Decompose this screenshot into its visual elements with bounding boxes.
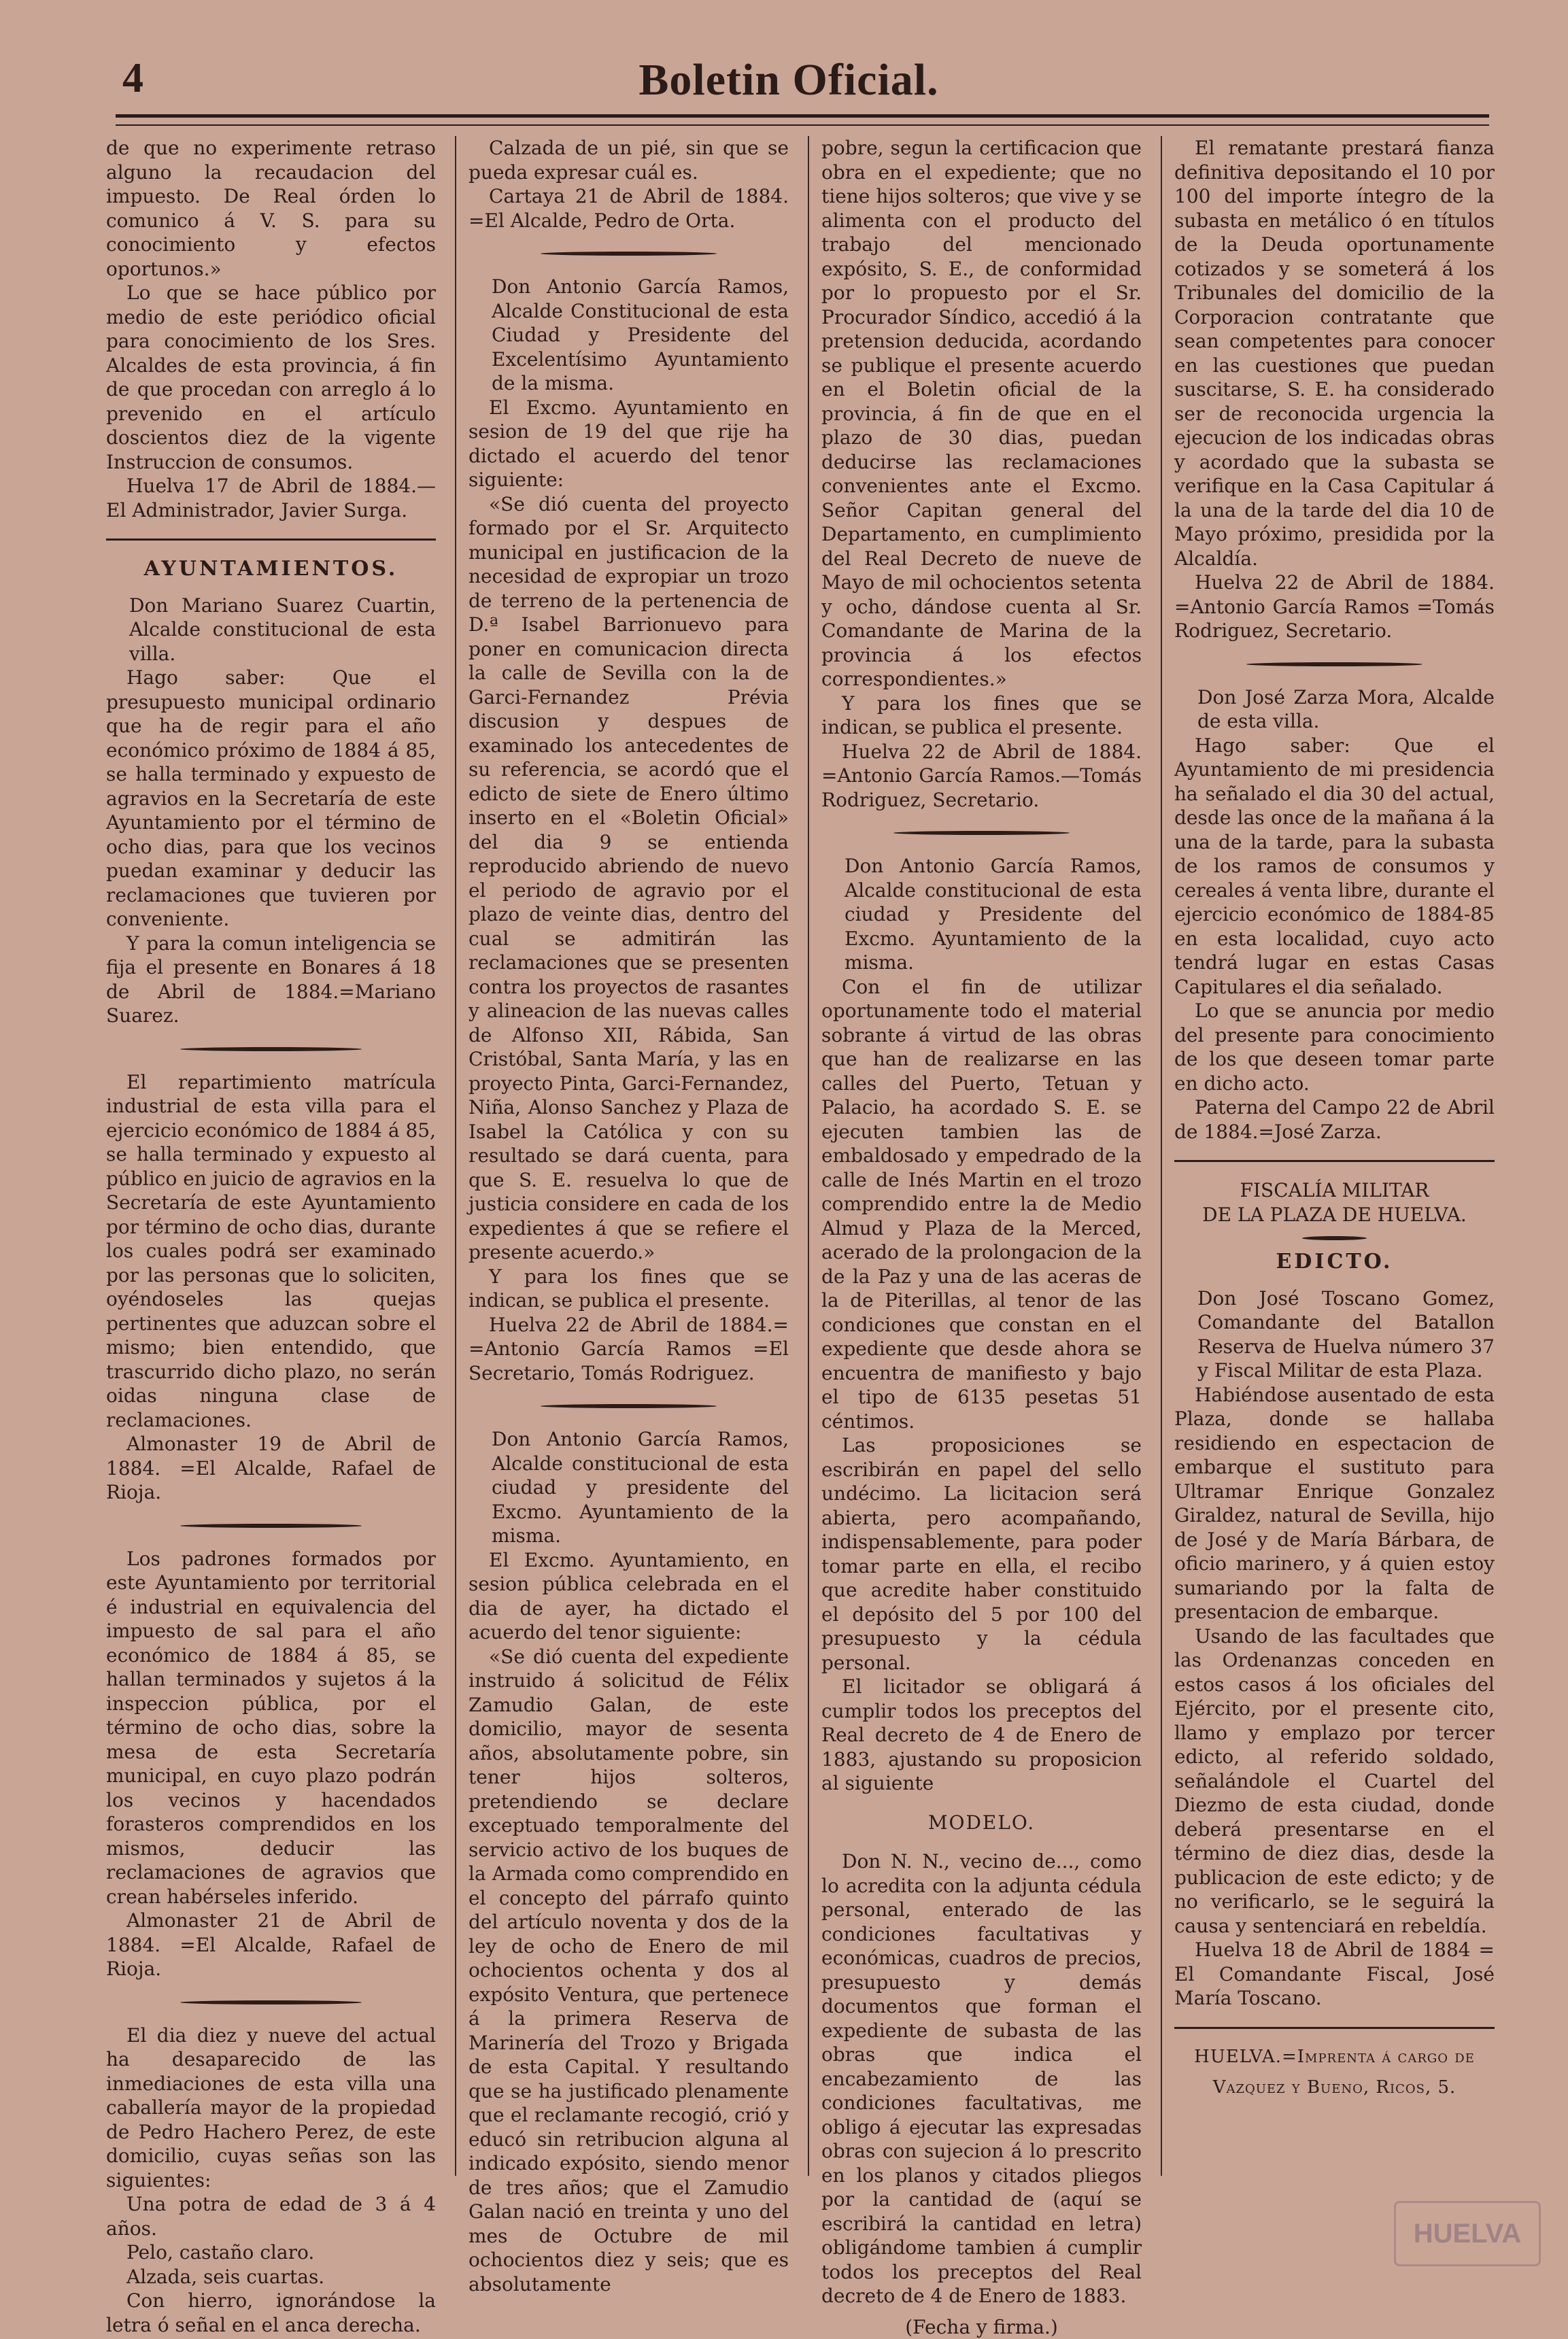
paragraph-heading: Don Mariano Suarez Cuartin, Alcalde constitucional de esta villa. — [106, 594, 436, 666]
paragraph: Habiéndose ausentado de esta Plaza, donde se hallaba residiendo en espectacion de embarque el sustituto para Ultramar Enrique Gonzalez Giraldez, natural de Sevilla, hijo de José y de María Bárbara, de oficio marinero, y á quien estoy sumariando por la falta de presentacion de embarque. — [1174, 1383, 1495, 1624]
section-title: AYUNTAMIENTOS. — [106, 557, 436, 581]
column-3 — [808, 136, 1146, 2176]
column-2 — [455, 136, 793, 2176]
signature: Paterna del Campo 22 de Abril de 1884.=José Zarza. — [1174, 1095, 1495, 1144]
paragraph: Los padrones formados por este Ayuntamiento por territorial é industrial en equivalencia del impuesto de sal para el año económico de 1884 á 85, se hallan terminados y sujetos á la inspeccion pública, por el término de ocho dias, sobre la mesa de esta Secretaría municipal, en cuyo plazo podrán los vecinos y hacendados forasteros comprendidos en los mismos, deducir las reclamaciones de agravios que crean habérseles inferido. — [106, 1547, 436, 1909]
paragraph: Y para los fines que se indican, se publica el presente. — [821, 692, 1142, 740]
printer-line-2: Vazquez y Bueno, Ricos, 5. — [1174, 2076, 1495, 2100]
page-number: 4 — [122, 54, 143, 103]
paragraph: «Se dió cuenta del proyecto formado por el Sr. Arquitecto municipal en justificacion de la necesidad de expropiar un trozo de terreno de la pertenencia de D.ª Isabel Barrionuevo para poner en comunicacion directa la calle de Sevilla con la de Garci-Fernandez Prévia discusion y despues de examinado los antecedentes de su referencia, se acordó que el edicto de siete de Enero último inserto en el «Boletin Oficial» del dia 9 se entienda reproducido abriendo de nuevo el periodo de agravio por el plazo de veinte dias, dentro del cual se admitirán las reclamaciones que se presenten contra los proyectos de rasantes y alineacion de las nuevas calles de Alfonso XII, Rábida, San Cristóbal, Santa María, y las en proyecto Pinta, Garci-Fernandez, Niña, Alonso Sanchez y Plaza de Isabel la Católica y con su resultado se dará cuenta, para que S. E. resuelva lo que de justicia considere en cada de los expedientes á que se refiere el presente acuerdo.» — [468, 492, 789, 1265]
divider — [1246, 662, 1422, 666]
paragraph: Pelo, castaño claro. — [106, 2240, 436, 2265]
signature: Huelva 17 de Abril de 1884.— El Administrador, Javier Surga. — [106, 474, 436, 522]
page-header — [102, 48, 1476, 116]
paragraph: Con el fin de utilizar oportunamente todo el material sobrante á virtud de las obras que han de realizarse en las calles del Puerto, Tetuan y Palacio, ha acordado S. E. se ejecuten tambien las de embaldosado y empedrado de la calle de Inés Martin en el trozo comprendido entre la de Medio Almud y Plaza de la Merced, acerado de la prolongacion de la de la Paz y una de las aceras de la de Piterillas, al tenor de las condiciones que constan en el expediente que desde ahora se encuentra de manifiesto y bajo el tipo de 6135 pesetas 51 céntimos. — [821, 975, 1142, 1434]
paragraph: Alzada, seis cuartas. — [106, 2265, 436, 2289]
paragraph-heading: Don José Toscano Gomez, Comandante del Batallon Reserva de Huelva número 37 y Fiscal Militar de esta Plaza. — [1174, 1286, 1495, 1383]
divider — [180, 2000, 362, 2004]
paragraph-heading: Don Antonio García Ramos, Alcalde Constitucional de esta Ciudad y Presidente del Excelentísimo Ayuntamiento de la misma. — [468, 275, 789, 396]
paragraph: Lo que se anuncia por medio del presente para conocimiento de los que deseen tomar parte en dicho acto. — [1174, 999, 1495, 1095]
fiscalia-heading: FISCALÍA MILITAR — [1174, 1178, 1495, 1203]
paragraph: Hago saber: Que el Ayuntamiento de mi presidencia ha señalado el dia 30 del actual, desde las once de la mañana á la una de la tarde, para la subasta de los ramos de consumos y cereales á venta libre, durante el ejercicio económico de 1884-85 en esta localidad, cuyo acto tendrá lugar en estas Casas Capitulares el dia señalado. — [1174, 734, 1495, 1000]
paragraph: Con hierro, ignorándose la letra ó señal en el anca derecha. — [106, 2289, 436, 2337]
divider — [106, 539, 436, 541]
model-heading: MODELO. — [821, 1811, 1142, 1835]
divider — [180, 1047, 362, 1051]
paragraph: El Excmo. Ayuntamiento en sesion de 19 del que rije ha dictado el acuerdo del tenor siguiente: — [468, 396, 789, 492]
paragraph-heading: Don Antonio García Ramos, Alcalde constitucional de esta ciudad y presidente del Excmo. Ayuntamiento de la misma. — [468, 1427, 789, 1548]
paragraph: Usando de las facultades que las Ordenanzas conceden en estos casos á los oficiales del Ejército, por el presente cito, llamo y emplazo por tercer edicto, al referido soldado, señalándole el Cuartel del Diezmo de esta ciudad, donde deberá presentarse en el término de diez dias, desde la publicacion de este edicto; y de no verificarlo, se le seguirá la causa y sentenciará en rebeldía. — [1174, 1624, 1495, 1939]
signature: Almonaster 19 de Abril de 1884. =El Alcalde, Rafael de Rioja. — [106, 1432, 436, 1505]
fiscalia-subheading: DE LA PLAZA DE HUELVA. — [1174, 1203, 1495, 1227]
paragraph: Hago saber: Que el presupuesto municipal ordinario que ha de regir para el año económico próximo de 1884 á 85, se halla terminado y expuesto de agravios en la Secretaría de este Ayuntamiento por el término de ocho dias, para que los vecinos puedan examinar y deducir las reclamaciones que tuvieren por conveniente. — [106, 666, 436, 932]
divider — [1302, 1236, 1366, 1240]
signature: Huelva 22 de Abril de 1884. =Antonio García Ramos =Tomás Rodriguez, Secretario. — [1174, 570, 1495, 643]
divider — [541, 1404, 717, 1408]
signature: Huelva 22 de Abril de 1884.= =Antonio García Ramos =El Secretario, Tomás Rodriguez. — [468, 1313, 789, 1386]
date-signature-note: (Fecha y firma.) — [821, 2315, 1142, 2339]
paragraph: de que no experimente retraso alguno la recaudacion del impuesto. De Real órden lo comunico á V. S. para su conocimiento y efectos oportunos.» — [106, 136, 436, 281]
signature: Huelva 22 de Abril de 1884. =Antonio García Ramos.—Tomás Rodriguez, Secretario. — [821, 740, 1142, 813]
journal-title: Boletin Oficial. — [102, 54, 1476, 106]
signature: Huelva 18 de Abril de 1884 = El Comandante Fiscal, José María Toscano. — [1174, 1938, 1495, 2011]
divider — [1174, 1160, 1495, 1162]
paragraph: El Excmo. Ayuntamiento, en sesion pública celebrada en el dia de ayer, ha dictado el acuerdo del tenor siguiente: — [468, 1548, 789, 1645]
paragraph: pobre, segun la certificacion que obra en el expediente; que no tiene hijos solteros; que vive y se alimenta con el producto del trabajo del mencionado expósito, S. E., de conformidad por lo propuesto por el Sr. Procurador Síndico, accedió á la pretension deducida, acordando se publique el presente acuerdo en el Boletin oficial de la provincia, á fin de que en el plazo de 30 dias, puedan deducirse las reclamaciones convenientes ante el Excmo. Señor Capitan general del Departamento, en cumplimiento del Real Decreto de nueve de Mayo de mil ochocientos setenta y ocho, dándose cuenta al Sr. Comandante de Marina de la provincia á los efectos correspondientes.» — [821, 136, 1142, 692]
edicto-title: EDICTO. — [1174, 1250, 1495, 1274]
paragraph: El repartimiento matrícula industrial de esta villa para el ejercicio económico de 1884 á 85, se halla terminado y expuesto al público en juicio de agravios en la Secretaría de este Ayuntamiento por término de ocho dias, durante los cuales podrá ser examinado por las personas que lo soliciten, oyéndoseles las quejas pertinentes que aduzcan sobre el mismo; bien entendido, que trascurrido dicho plazo, no serán oidas ninguna clase de reclamaciones. — [106, 1070, 436, 1433]
header-rule — [116, 114, 1489, 126]
signature: Almonaster 21 de Abril de 1884. =El Alcalde, Rafael de Rioja. — [106, 1909, 436, 1981]
paragraph: Y para los fines que se indican, se publica el presente. — [468, 1265, 789, 1313]
paragraph: El licitador se obligará á cumplir todos los preceptos del Real decreto de 4 de Enero de 1883, ajustando su proposicion al siguiente — [821, 1675, 1142, 1796]
paragraph: Las proposiciones se escribirán en papel del sello undécimo. La licitacion será abierta, pero acompañando, indispensablemente, para poder tomar parte en ella, el recibo que acredite haber constituido el depósito del 5 por 100 del presupuesto y la cédula personal. — [821, 1433, 1142, 1675]
paragraph: «Se dió cuenta del expediente instruido á solicitud de Félix Zamudio Galan, de este domicilio, mayor de sesenta años, absolutamente pobre, sin tener hijos solteros, pretendiendo se declare exceptuado temporalmente del servicio activo de los buques de la Armada como comprendido en el concepto del párrafo quinto del artículo noventa y dos de la ley de ocho de Enero de mil ochocientos ochenta y dos al expósito Ventura, que pertenece á la primera Reserva de Marinería del Trozo y Brigada de esta Capital. Y resultando que se ha justificado plenamente que el reclamante recogió, crió y educó sin retribucion alguna al indicado expósito, siendo menor de tres años; que el Zamudio Galan nació en treinta y uno del mes de Octubre de mil ochocientos diez y seis; que es absolutamente — [468, 1645, 789, 2297]
archive-watermark: HUELVA — [1394, 2201, 1541, 2266]
printer-line-1: HUELVA.=Imprenta á cargo de — [1174, 2045, 1495, 2070]
signature: Cartaya 21 de Abril de 1884. =El Alcalde, Pedro de Orta. — [468, 184, 789, 233]
paragraph: Calzada de un pié, sin que se pueda expresar cuál es. — [468, 136, 789, 184]
divider — [893, 831, 1070, 835]
paragraph: El dia diez y nueve del actual ha desaparecido de las inmediaciones de esta villa una caballería mayor de la propiedad de Pedro Hachero Perez, de este domicilio, cuyas señas son las siguientes: — [106, 2024, 436, 2193]
column-4 — [1161, 136, 1499, 2176]
paragraph: Don N. N., vecino de..., como lo acredita con la adjunta cédula personal, enterado de las condiciones facultativas y económicas, cuadros de precios, presupuesto y demás documentos que forman el expediente de subasta de las obras que indica el encabezamiento de las condiciones facultativas, me obligo á ejecutar las expresadas obras con sujecion á lo prescrito en los planos y citados pliegos por la cantidad de (aquí se escribirá la cantidad en letra) obligándome tambien á cumplir todos los preceptos del Real decreto de 4 de Enero de 1883. — [821, 1849, 1142, 2308]
paragraph: Una potra de edad de 3 á 4 años. — [106, 2192, 436, 2240]
paragraph-heading: Don José Zarza Mora, Alcalde de esta villa. — [1174, 685, 1495, 734]
divider — [180, 1524, 362, 1528]
paragraph-heading: Don Antonio García Ramos, Alcalde constitucional de esta ciudad y Presidente del Excmo. Ayuntamiento de la misma. — [821, 854, 1142, 975]
divider — [541, 252, 717, 256]
paragraph: El rematante prestará fianza definitiva depositando el 10 por 100 del importe íntegro de la subasta en metálico ó en títulos de la Deuda oportunamente cotizados y se someterá á los Tribunales del domicilio de la Corporacion contratante que sean competentes para conocer en las cuestiones que puedan suscitarse, S. E. ha considerado ser de reconocida urgencia la ejecucion de los indicadas obras y acordado que la subasta se verifique en la Casa Capitular á la una de la tarde del dia 10 de Mayo próximo, presidida por la Alcaldía. — [1174, 136, 1495, 570]
paragraph: Lo que se hace público por medio de este periódico oficial para conocimiento de los Sres. Alcaldes de esta provincia, á fin de que procedan con arreglo á lo prevenido en el artículo doscientos diez de la vigente Instruccion de consumos. — [106, 281, 436, 474]
paragraph: Y para la comun inteligencia se fija el presente en Bonares á 18 de Abril de 1884.=Mariano Suarez. — [106, 932, 436, 1028]
columns — [102, 136, 1503, 2176]
divider — [1174, 2027, 1495, 2029]
column-1 — [102, 136, 440, 2176]
